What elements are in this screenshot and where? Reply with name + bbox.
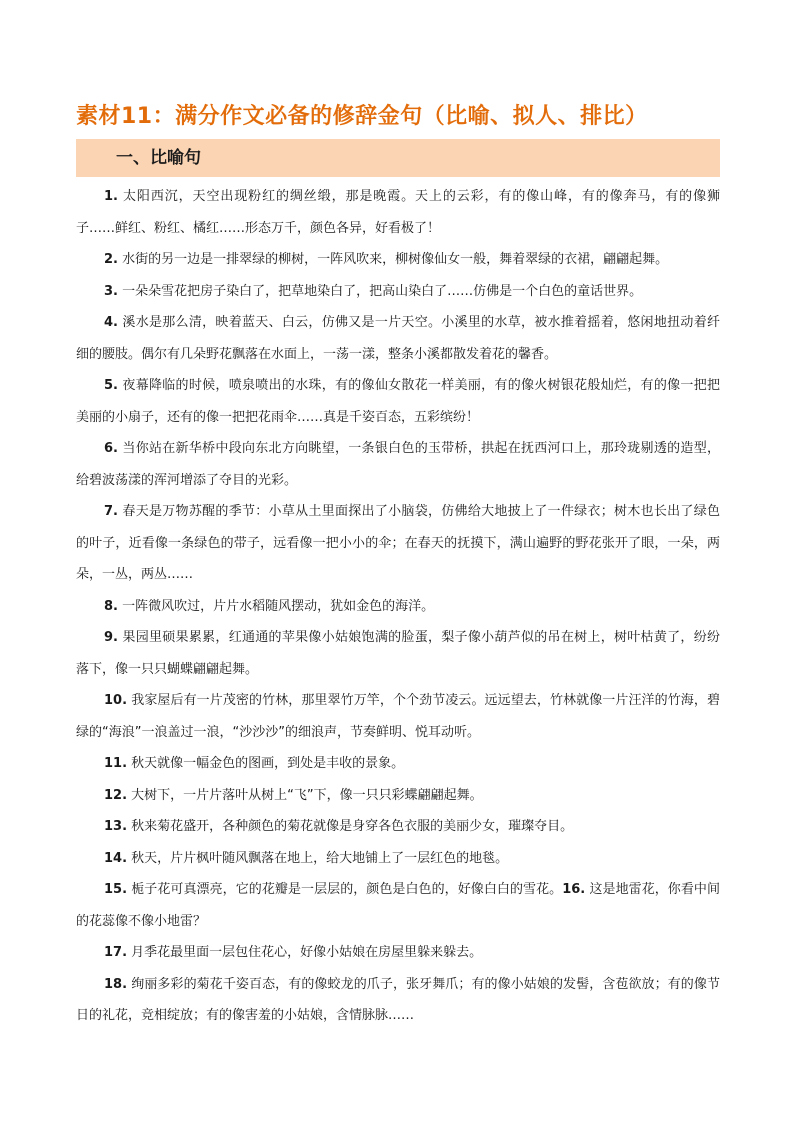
item-text: 夜幕降临的时候，喷泉喷出的水珠，有的像仙女散花一样美丽，有的像火树银花般灿烂，有的像一把把美丽的小扇子，还有的像一把把花雨伞……真是千姿百态，五彩缤纷！ (76, 378, 720, 425)
sentence-item (76, 937, 720, 969)
item-number: 2. (104, 252, 118, 267)
item-text: 秋天就像一幅金色的图画，到处是丰收的景象。 (131, 756, 405, 771)
sentence-item (76, 874, 720, 937)
sentence-item (76, 969, 720, 1032)
sentence-item (76, 276, 720, 308)
section-header-bar (76, 139, 720, 177)
sentence-item (76, 843, 720, 875)
item-text: 水街的另一边是一排翠绿的柳树，一阵风吹来，柳树像仙女一般，舞着翠绿的衣裙，翩翩起舞。 (122, 252, 669, 267)
sentence-item (76, 244, 720, 276)
item-text: 栀子花可真漂亮，它的花瓣是一层层的，颜色是白色的，好像白白的雪花。 (131, 882, 563, 897)
item-number: 16. (562, 882, 586, 897)
sentence-item (76, 748, 720, 780)
item-number: 10. (104, 693, 128, 708)
sentence-item (76, 496, 720, 591)
item-text: 一朵朵雪花把房子染白了，把草地染白了，把高山染白了……仿佛是一个白色的童话世界。 (122, 283, 643, 299)
item-text: 秋天，片片枫叶随风飘落在地上，给大地铺上了一层红色的地毯。 (131, 850, 509, 866)
item-number: 5. (104, 378, 118, 393)
item-text: 我家屋后有一片茂密的竹林，那里翠竹万竿，个个劲节凌云。远远望去，竹林就像一片汪洋的竹海，碧绿的“海浪”一浪盖过一浪，“沙沙沙”的细浪声，节奏鲜明、悦耳动听。 (76, 693, 720, 740)
item-text: 绚丽多彩的菊花千姿百态，有的像蛟龙的爪子，张牙舞爪；有的像小姑娘的发髻，含苞欲放；有的像节日的礼花，竞相绽放；有的像害羞的小姑娘，含情脉脉…… (76, 976, 720, 1023)
sentence-item (76, 685, 720, 748)
sentence-item (76, 622, 720, 685)
item-text: 当你站在新华桥中段向东北方向眺望，一条银白色的玉带桥，拱起在抚西河口上，那玲珑剔透的造型，给碧波荡漾的浑河增添了夺目的光彩。 (76, 441, 720, 488)
sentence-item (76, 181, 720, 244)
sentence-item (76, 811, 720, 843)
item-text: 月季花最里面一层包住花心，好像小姑娘在房屋里躲来躲去。 (131, 945, 483, 960)
sentence-item (76, 433, 720, 496)
item-number: 9. (104, 630, 118, 645)
item-number: 18. (104, 976, 128, 992)
item-number: 13. (104, 819, 128, 834)
item-text: 果园里硕果累累，红通通的苹果像小姑娘饱满的脸蛋，梨子像小葫芦似的吊在树上，树叶枯黄了，纷纷落下，像一只只蝴蝶翩翩起舞。 (76, 630, 720, 677)
item-number: 3. (104, 283, 118, 299)
document-title: 素材11：满分作文必备的修辞金句（比喻、拟人、排比） (76, 104, 648, 129)
item-number: 4. (104, 315, 118, 330)
sentence-item (76, 370, 720, 433)
item-number: 17. (104, 945, 128, 960)
item-text: 春天是万物苏醒的季节：小草从土里面探出了小脑袋，仿佛给大地披上了一件绿衣；树木也长出了绿色的叶子，近看像一条绿色的带子，远看像一把小小的伞；在春天的抚摸下，满山遍野的野花张开了眼，一朵，两朵，一丛，两丛…… (76, 504, 720, 582)
item-text: 大树下，一片片落叶从树上“飞”下，像一只只彩蝶翩翩起舞。 (131, 787, 483, 803)
sentence-item (76, 591, 720, 623)
item-number: 14. (104, 850, 128, 866)
item-number: 12. (104, 787, 128, 803)
item-number: 6. (104, 441, 118, 456)
section-heading: 一、比喻句 (116, 148, 201, 168)
sentence-item (76, 780, 720, 812)
item-number: 11. (104, 756, 128, 771)
sentence-item (76, 307, 720, 370)
item-number: 1. (104, 189, 118, 204)
item-number: 7. (104, 504, 118, 519)
item-text: 一阵微风吹过，片片水稻随风摆动，犹如金色的海洋。 (122, 598, 435, 614)
item-text: 太阳西沉，天空出现粉红的绸丝缎，那是晚霞。天上的云彩，有的像山峰，有的像奔马，有的像狮子……鲜红、粉红、橘红……形态万千，颜色各异，好看极了！ (76, 189, 720, 236)
item-text: 秋来菊花盛开，各种颜色的菊花就像是身穿各色衣服的美丽少女，璀璨夺目。 (131, 819, 574, 834)
item-number: 15. (104, 882, 128, 897)
item-text: 这是地雷花，你看中间的花蕊像不像小地雷？ (76, 882, 720, 929)
item-number: 8. (104, 598, 118, 614)
sentence-list (76, 181, 720, 1032)
item-text: 溪水是那么清，映着蓝天、白云，仿佛又是一片天空。小溪里的水草，被水推着摇着，悠闲地扭动着纤细的腰肢。偶尔有几朵野花飘落在水面上，一荡一漾，整条小溪都散发着花的馨香。 (76, 315, 720, 362)
